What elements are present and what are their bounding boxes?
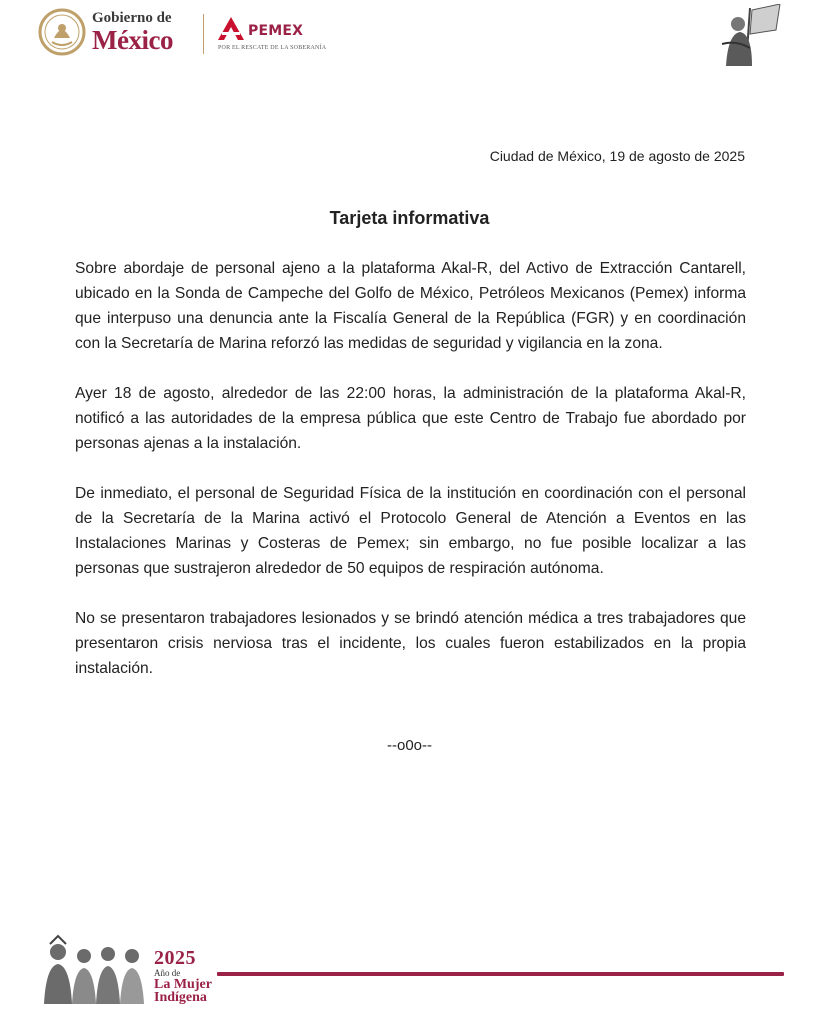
pemex-name: PEMEX <box>248 23 304 39</box>
year-name-line-1: La Mujer <box>154 977 212 992</box>
document-date: Ciudad de México, 19 de agosto de 2025 <box>489 148 745 164</box>
paragraph-2: Ayer 18 de agosto, alrededor de las 22:00 horas, la administración de la plataforma Akal-R, notificó a las autoridades de la empresa pública que este Centro de Trabajo fue abordado por personas ajenas a la instalación. <box>75 385 746 452</box>
year-number: 2025 <box>154 947 196 969</box>
gobierno-small-text: Gobierno de <box>92 10 172 26</box>
paragraph-1: Sobre abordaje de personal ajeno a la plataforma Akal-R, del Activo de Extracción Cantarell, ubicado en la Sonda de Campeche del Golfo de México, Petróleos Mexicanos (Pemex) informa que interpuso una denuncia ante la Fiscalía General de la República (FGR) y en coordinación con la Secretaría de Marina reforzó las medidas de seguridad y vigilancia en la zona. <box>75 260 746 352</box>
gobierno-big-text: México <box>92 25 173 55</box>
heroine-with-flag-icon <box>716 4 786 68</box>
pemex-slogan: POR EL RESCATE DE LA SOBERANÍA <box>218 45 327 51</box>
gobierno-de-mexico-logo <box>92 10 173 54</box>
footer-rule <box>217 972 784 976</box>
year-subtitle: Año de <box>154 968 181 978</box>
mexico-seal-icon <box>38 8 86 56</box>
pemex-logo-icon <box>214 14 248 44</box>
document-body <box>75 256 746 706</box>
indigenous-women-illustration-icon <box>40 934 150 1004</box>
logo-divider <box>203 14 204 54</box>
closing-mark: --o0o-- <box>386 737 432 754</box>
year-name-line-2: Indígena <box>154 990 207 1005</box>
footer <box>40 934 785 1004</box>
paragraph-3: De inmediato, el personal de Seguridad Física de la institución en coordinación con el personal de la Secretaría de la Marina activó el Protocolo General de Atención a Eventos en las Instalaciones Marinas y Costeras de Pemex; sin embargo, no fue posible localizar a las personas que sustrajeron alrededor de 50 equipos de respiración autónoma. <box>75 485 746 577</box>
paragraph-4: No se presentaron trabajadores lesionados y se brindó atención médica a tres trabajadores que presentaron crisis nerviosa tras el incidente, los cuales fueron estabilizados en la propia instalación. <box>75 610 746 677</box>
document-title: Tarjeta informativa <box>329 208 490 228</box>
letterhead <box>38 8 788 72</box>
year-of-indigenous-woman-logo <box>154 948 214 1004</box>
